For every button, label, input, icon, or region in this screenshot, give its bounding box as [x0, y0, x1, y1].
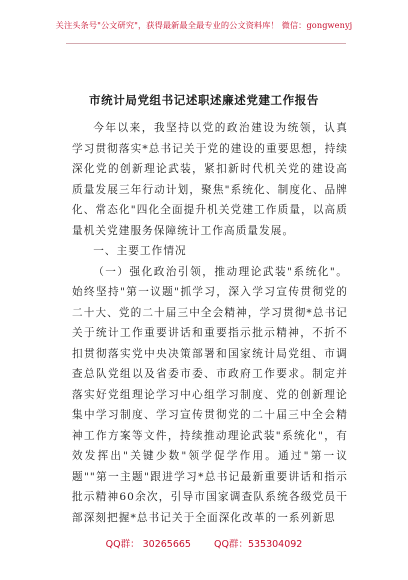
page-title: 市统计局党组书记述职述廉述党建工作报告	[89, 93, 319, 107]
header-banner: 关注头条号"公文研究"，获得最新最全最专业的公文资料库！ 微信：gongwenyj	[55, 20, 353, 30]
qq-group-1: QQ群： 30265665	[105, 539, 191, 550]
document-body	[72, 118, 348, 528]
header-divider	[66, 43, 346, 44]
body-paragraph: （一）强化政治引领，推动理论武装"系统化"。始终坚持"第一议题"抓学习，深入学习宣传贯彻党的二十大、党的二十届三中全会精神，学习贯彻*总书记关于统计工作重要讲话和重要指示批示精神，不折不扣贯彻落实党中央决策部署和国家统计局党组、市调查总队党组以及省委市委、市政府工作要求。制定并落实好党组理论学习中心组学习制度、党的创新理论集中学习制度、学习宣传贯彻党的二十届三中全会精神工作方案等文件，持续推动理论武装"系统化"，有效发挥出"关键少数"领学促学作用。通过"第一议题""第一主题"跟进学习*总书记最新重要讲话和指示批示精神60余次，引导市国家调查队系统各级党员干部深刻把握*总书记关于全面深化改革的一系列新思	[72, 265, 348, 524]
section-heading: 一、主要工作情况	[93, 245, 187, 257]
footer-contact	[0, 536, 408, 550]
qq-group-2: QQ群：535304092	[214, 539, 303, 550]
intro-paragraph: 今年以来，我坚持以党的政治建设为统领，认真学习贯彻落实*总书记关于党的建设的重要思想，持续深化党的创新理论武装，紧扣新时代机关党的建设高质量发展三年行动计划，聚焦"系统化、制度化、品牌化、常态化"四化全面提升机关党建工作质量，以高质量机关党建服务保障统计工作高质量发展。	[72, 122, 348, 237]
